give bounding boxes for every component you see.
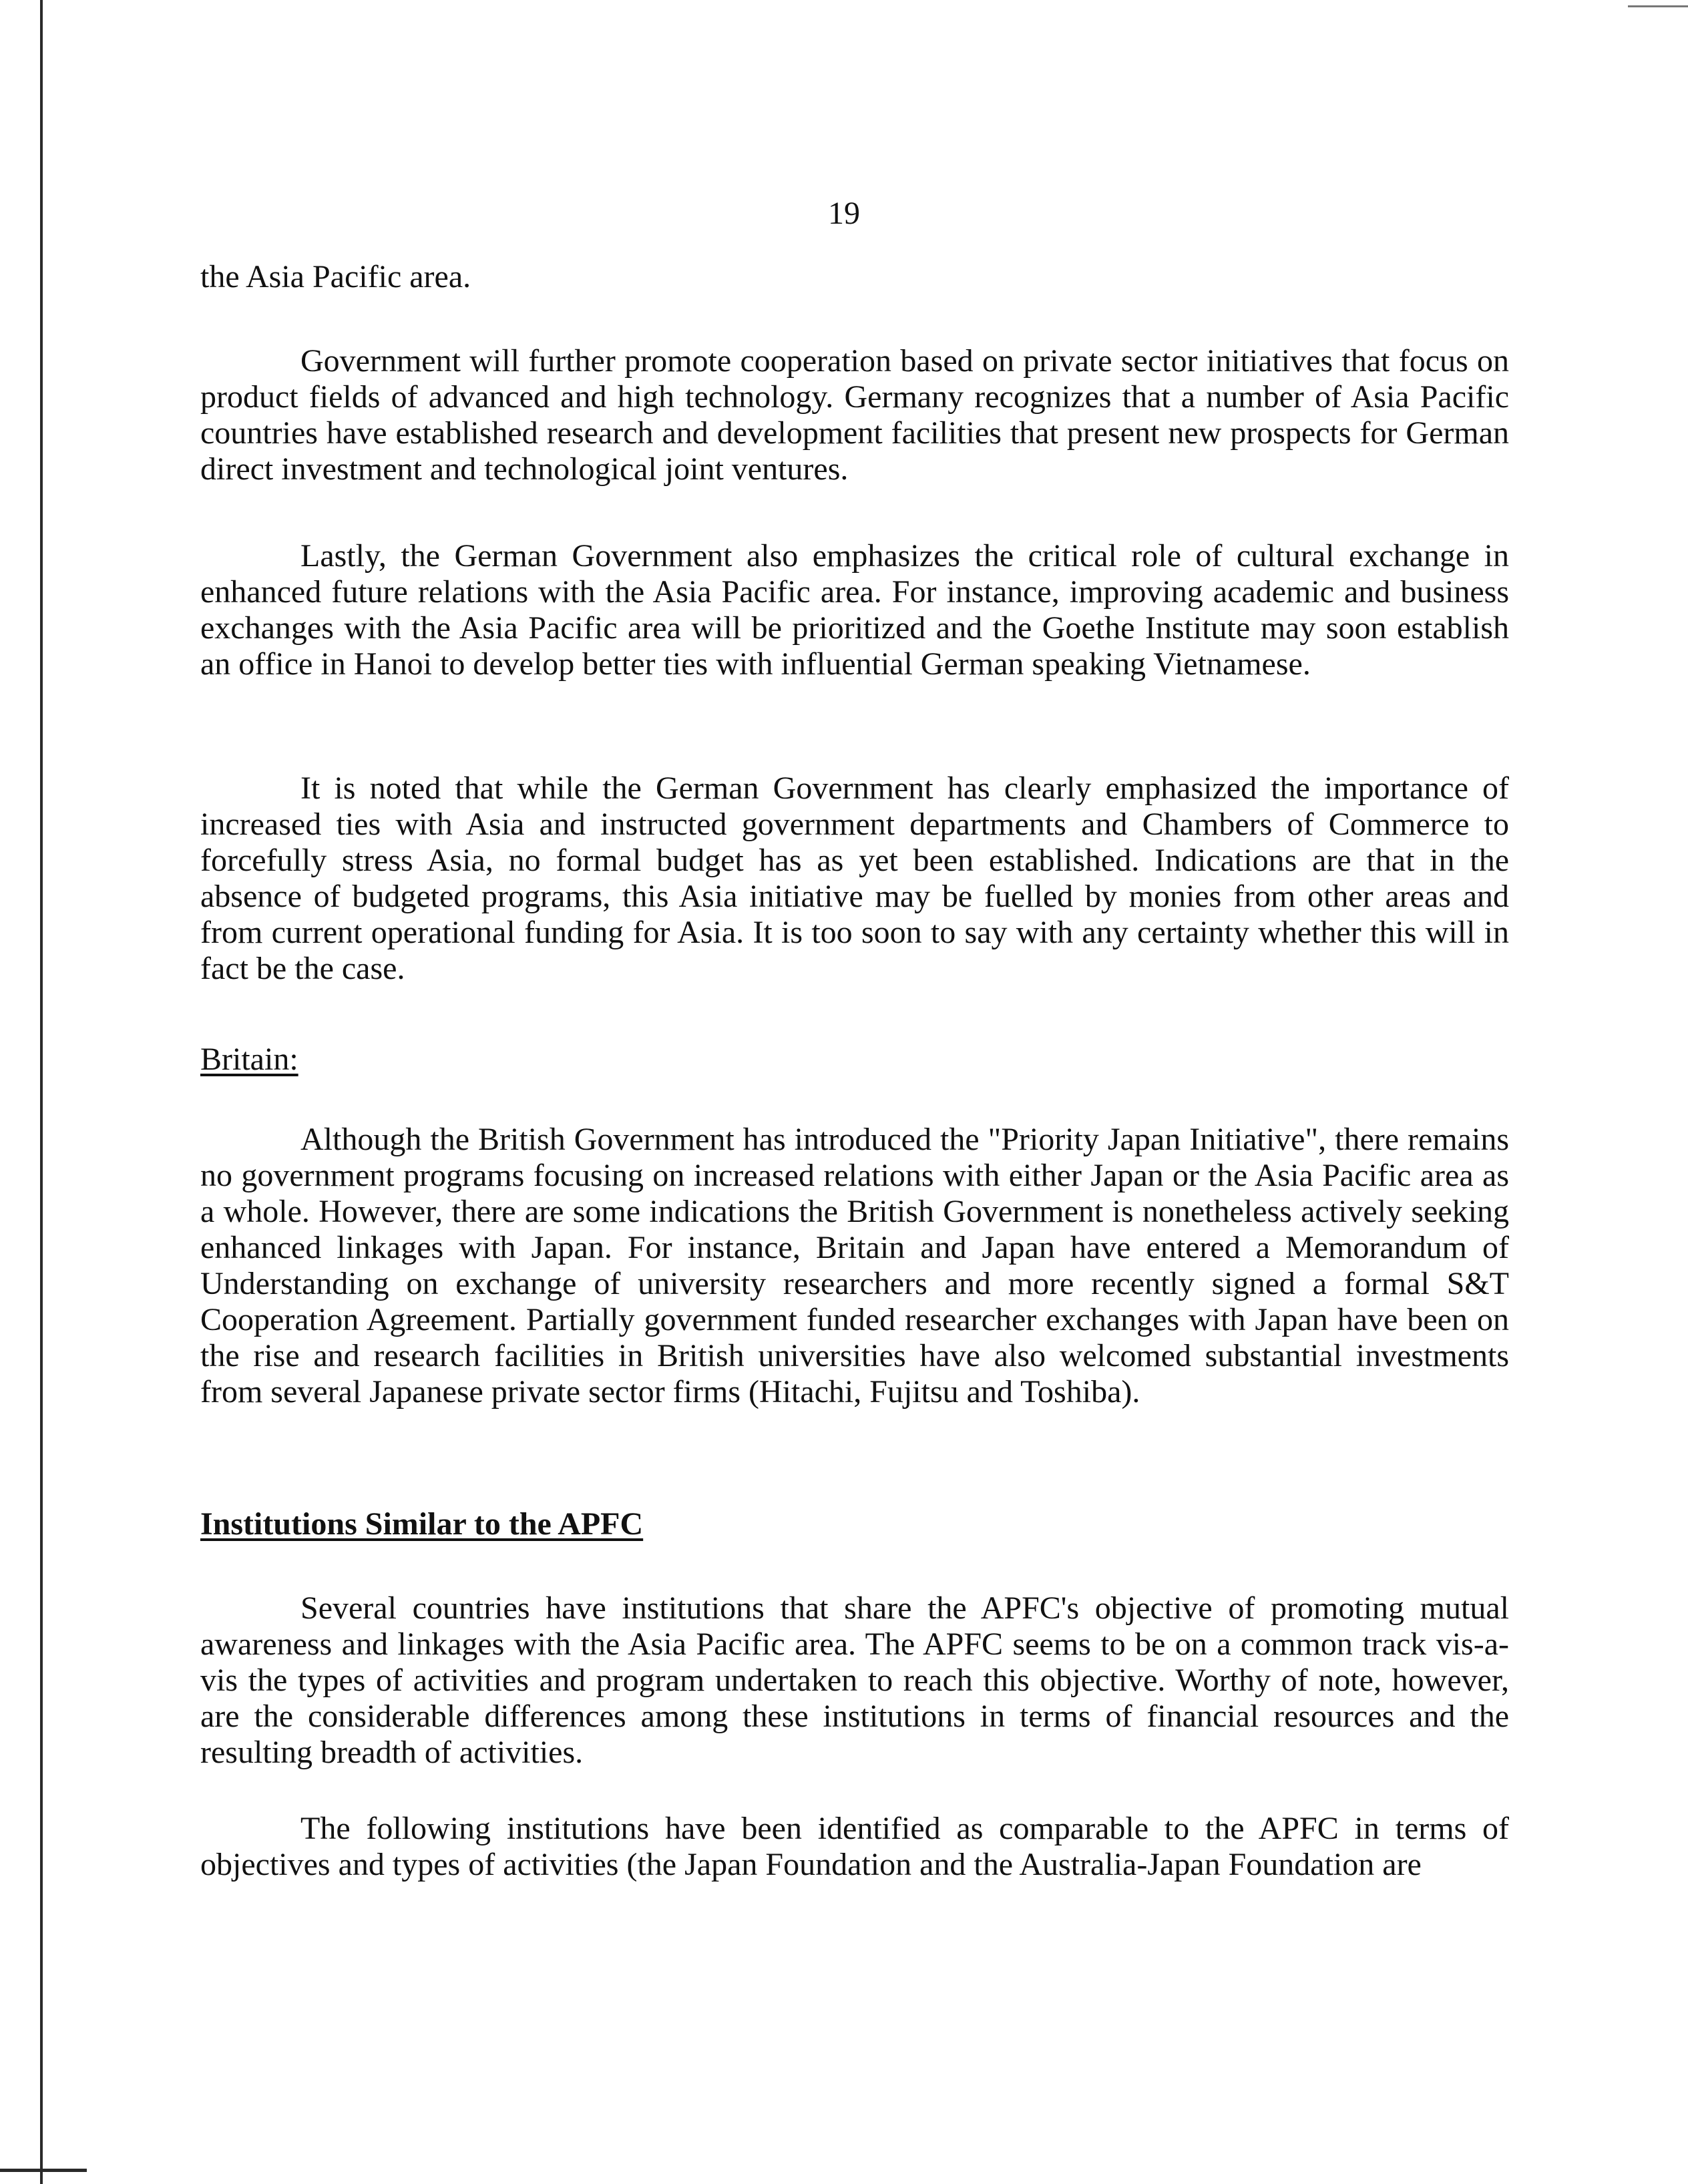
institutions-heading: Institutions Similar to the APFC [200,1506,644,1542]
paragraph-germany-cultural-exchange: Lastly, the German Government also emphasizes the critical role of cultural exchange in enhanced future relations with the Asia Pacific area. For instance, improving academic and business exchanges with the Asia Pacific area will be prioritized and the Goethe Institute may soon establish an office in Hanoi to develop better ties with influential German speaking Vietnamese. [200,538,1509,682]
scan-corner-mark [1628,5,1688,7]
page-number: 19 [828,196,860,231]
paragraph-institutions: Several countries have institutions that share the APFC's objective of promoting mutual awareness and linkages with the Asia Pacific area. The APFC seems to be on a common track vis-a-vis the types of activities and program undertaken to reach this objective. Worthy of note, however, are the considerable differences among these institutions in terms of financial resources and the resulting breadth of activities. [200,1590,1509,1770]
paragraph-comparable-institutions: The following institutions have been identified as comparable to the APFC in terms of objectives and types of activities (the Japan Foundation and the Australia-Japan Foundation are [200,1811,1509,1882]
paragraph-britain: Although the British Government has introduced the "Priority Japan Initiative", there remains no government programs focusing on increased relations with either Japan or the Asia Pacific area as a whole. However, there are some indications the British Government is nonetheless actively seeking enhanced linkages with Japan. For instance, Britain and Japan have entered a Memorandum of Understanding on exchange of university researchers and more recently signed a formal S&T Cooperation Agreement. Partially government funded researcher exchanges with Japan have been on the rise and research facilities in British universities have also welcomed substantial investments from several Japanese private sector firms (Hitachi, Fujitsu and Toshiba). [200,1122,1509,1409]
scan-edge-line [40,0,43,2184]
britain-heading: Britain: [200,1042,298,1077]
paragraph-germany-budget: It is noted that while the German Government has clearly emphasized the importance of increased ties with Asia and instructed government departments and Chambers of Commerce to forcefully stress Asia, no formal budget has as yet been established. Indications are that in the absence of budgeted programs, this Asia initiative may be fuelled by monies from other areas and from current operational funding for Asia. It is too soon to say with any certainty whether this will in fact be the case. [200,771,1509,986]
scan-edge-foot [0,2169,87,2172]
paragraph-germany-technology: Government will further promote cooperation based on private sector initiatives that focus on product fields of advanced and high technology. Germany recognizes that a number of Asia Pacific countries have established research and development facilities that present new prospects for German direct investment and technological joint ventures. [200,343,1509,487]
paragraph-continuation: the Asia Pacific area. [200,259,471,294]
